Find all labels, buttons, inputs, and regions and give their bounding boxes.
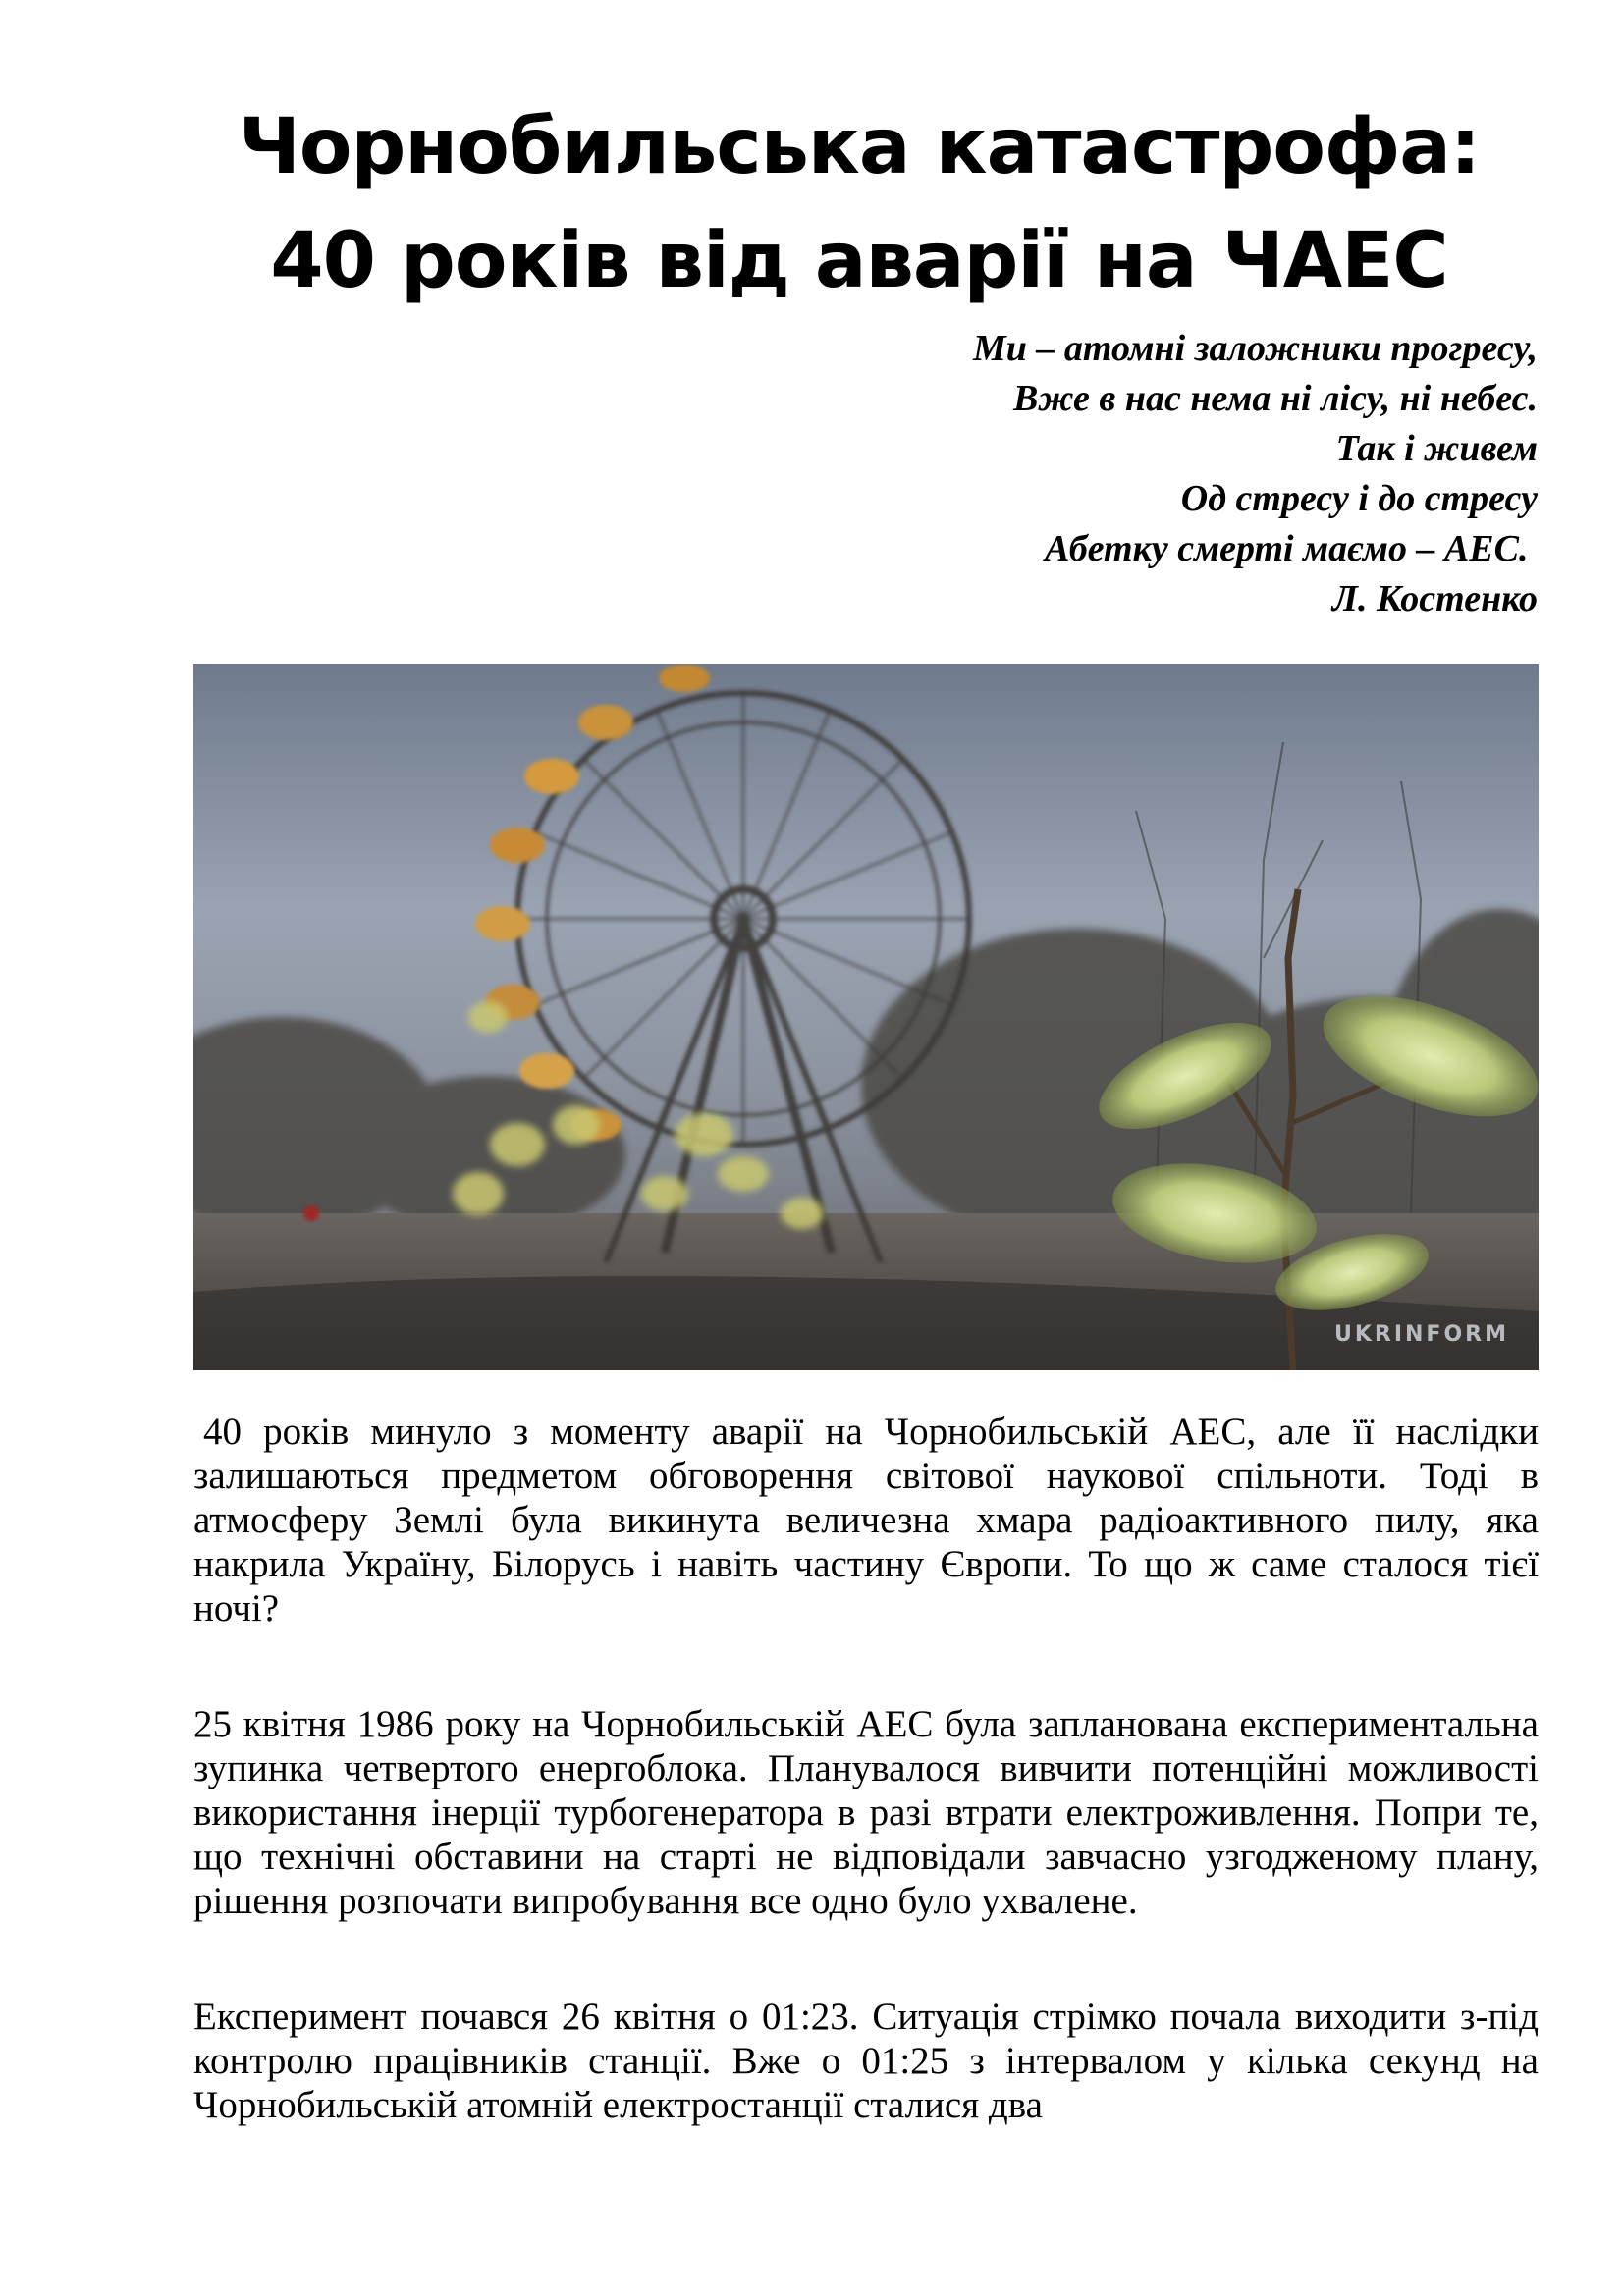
paragraph-2: 25 квітня 1986 року на Чорнобильській АЕС була запланована експериментальна зупинка четвертого енергоблока. Планувалося вивчити потенційні можливості використання інерції турбогенератора в разі втрати електроживлення. Попри те, що технічні обставини на старті не відповідали завчасно узгодженому плану, рішення розпочати випробування все одно було ухвалене.	[193, 1703, 1539, 1922]
paragraph-3: Експеримент почався 26 квітня о 01:23. Ситуація стрімко почала виходити з-під контролю працівників станції. Вже о 01:25 з інтервалом у кілька секунд на Чорнобильській атомній електростанції сталися два	[193, 1996, 1539, 2126]
photo-illustration	[193, 664, 1539, 1370]
title-line-2: 40 років від аварії на ЧАЕС	[270, 217, 1448, 305]
pripyat-ferris-wheel-photo	[193, 664, 1539, 1370]
epigraph-line: Од стресу і до стресу	[1180, 478, 1538, 519]
epigraph-poem	[654, 324, 1538, 624]
epigraph-line: Ми – атомні заложники прогресу,	[972, 328, 1538, 369]
epigraph-author: Л. Костенко	[1331, 578, 1538, 619]
page-title	[147, 90, 1571, 318]
photo-watermark: UKRINFORM	[1333, 1322, 1509, 1347]
epigraph-line: Вже в нас нема ні лісу, ні небес.	[1013, 378, 1538, 419]
paragraph-1: 40 років минуло з моменту аварії на Чорнобильській АЕС, але її наслідки залишаються предметом обговорення світової наукової спільноти. Тоді в атмосферу Землі була викинута величезна хмара радіоактивного пилу, яка накрила Україну, Білорусь і навіть частину Європи. То що ж саме сталося тієї ночі?	[193, 1411, 1539, 1629]
title-line-1: Чорнобильська катастрофа:	[238, 103, 1481, 191]
epigraph-line: Абетку смерті маємо – АЕС.	[1044, 528, 1538, 569]
epigraph-line: Так і живем	[1335, 428, 1538, 469]
